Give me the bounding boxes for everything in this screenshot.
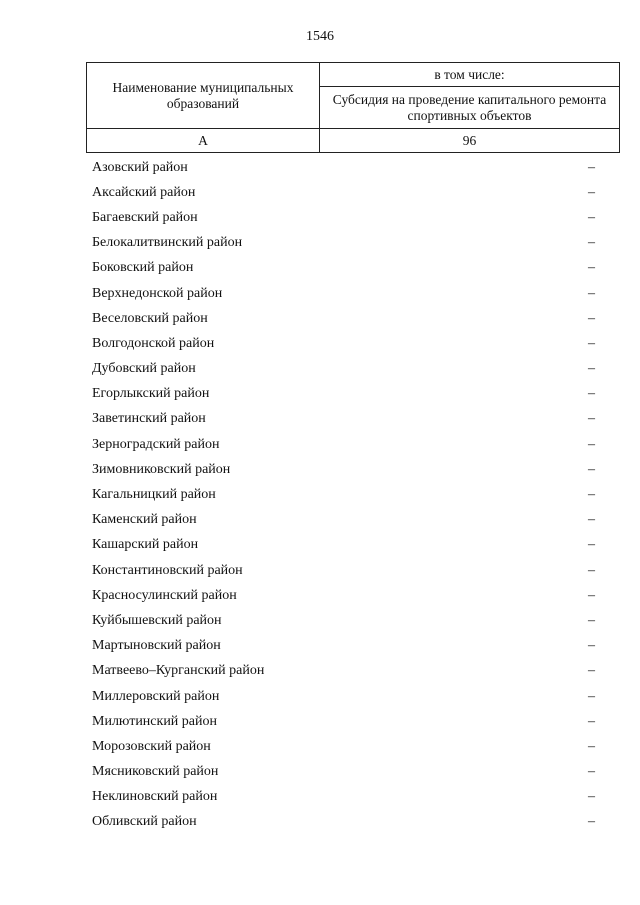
row-value: – <box>588 260 595 276</box>
column-header-subsidy: Субсидия на проведение капитального ремонта спортивных объектов <box>320 87 620 129</box>
table-row <box>86 583 601 608</box>
column-group-label: в том числе: <box>320 63 620 87</box>
row-value: – <box>588 764 595 780</box>
row-value: – <box>588 587 595 603</box>
row-value: – <box>588 411 595 427</box>
row-name: Боковский район <box>92 260 194 276</box>
row-value: – <box>588 285 595 301</box>
row-name: Волгодонской район <box>92 335 215 351</box>
row-value: – <box>588 738 595 754</box>
table-row <box>86 306 601 331</box>
row-name: Каменский район <box>92 512 197 528</box>
row-value: – <box>588 537 595 553</box>
row-value: – <box>588 159 595 175</box>
table-header <box>86 62 620 153</box>
table-row <box>86 684 601 709</box>
table-row <box>86 709 601 734</box>
row-name: Константиновский район <box>92 562 243 578</box>
row-value: – <box>588 386 595 402</box>
row-name: Красносулинский район <box>92 587 237 603</box>
row-name: Заветинский район <box>92 411 206 427</box>
row-value: – <box>588 361 595 377</box>
table-row <box>86 357 601 382</box>
row-name: Веселовский район <box>92 310 208 326</box>
page-number: 1546 <box>306 29 334 44</box>
column-index-value: 96 <box>320 129 620 153</box>
row-value: – <box>588 461 595 477</box>
row-name: Белокалитвинский район <box>92 235 243 251</box>
row-name: Мартыновский район <box>92 638 221 654</box>
table-row <box>86 659 601 684</box>
column-header-name: Наименование муниципальных образований <box>87 63 320 129</box>
row-value: – <box>588 310 595 326</box>
table-row <box>86 734 601 759</box>
row-value: – <box>588 436 595 452</box>
table-row <box>86 407 601 432</box>
row-value: – <box>588 512 595 528</box>
row-name: Неклиновский район <box>92 789 218 805</box>
table-row <box>86 180 601 205</box>
table-row <box>86 331 601 356</box>
row-name: Егорлыкский район <box>92 386 210 402</box>
row-name: Милютинский район <box>92 713 218 729</box>
row-value: – <box>588 638 595 654</box>
row-value: – <box>588 663 595 679</box>
row-value: – <box>588 688 595 704</box>
row-name: Зимовниковский район <box>92 461 231 477</box>
row-value: – <box>588 713 595 729</box>
row-name: Морозовский район <box>92 738 211 754</box>
row-name: Верхнедонской район <box>92 285 223 301</box>
table-row <box>86 155 601 180</box>
column-index-name: А <box>87 129 320 153</box>
row-name: Кагальницкий район <box>92 487 216 503</box>
table-row <box>86 281 601 306</box>
row-name: Азовский район <box>92 159 188 175</box>
table-row <box>86 256 601 281</box>
table-body <box>86 155 601 835</box>
table-row <box>86 634 601 659</box>
row-value: – <box>588 184 595 200</box>
table-row <box>86 482 601 507</box>
row-name: Матвеево–Курганский район <box>92 663 265 679</box>
table-row <box>86 533 601 558</box>
row-name: Багаевский район <box>92 209 198 225</box>
table-row <box>86 231 601 256</box>
row-value: – <box>588 789 595 805</box>
table-row <box>86 457 601 482</box>
row-name: Зерноградский район <box>92 436 220 452</box>
row-name: Обливский район <box>92 814 197 830</box>
row-value: – <box>588 209 595 225</box>
table-row <box>86 205 601 230</box>
table-row <box>86 760 601 785</box>
row-name: Дубовский район <box>92 361 196 377</box>
table-row <box>86 382 601 407</box>
table-row <box>86 608 601 633</box>
row-name: Кашарский район <box>92 537 199 553</box>
row-value: – <box>588 814 595 830</box>
row-name: Аксайский район <box>92 184 196 200</box>
row-value: – <box>588 612 595 628</box>
table-row <box>86 810 601 835</box>
row-value: – <box>588 335 595 351</box>
row-name: Куйбышевский район <box>92 612 222 628</box>
table-row <box>86 785 601 810</box>
table-row <box>86 432 601 457</box>
table-row <box>86 558 601 583</box>
row-name: Мясниковский район <box>92 764 219 780</box>
table-row <box>86 508 601 533</box>
row-value: – <box>588 487 595 503</box>
row-value: – <box>588 235 595 251</box>
row-name: Миллеровский район <box>92 688 220 704</box>
row-value: – <box>588 562 595 578</box>
